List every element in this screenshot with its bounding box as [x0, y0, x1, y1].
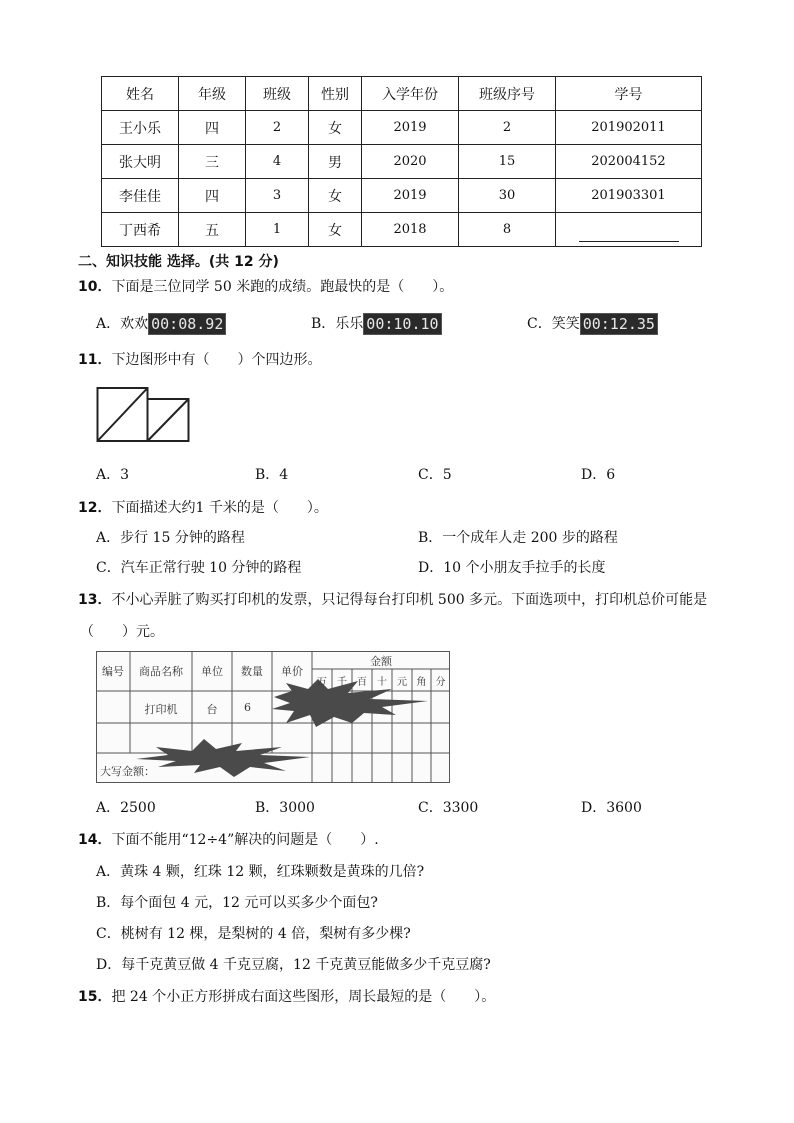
- table-row: [102, 179, 702, 213]
- table-row: [102, 145, 702, 179]
- invoice-item-name: 打印机: [144, 703, 178, 716]
- cell: 李佳佳: [102, 179, 179, 213]
- q11-option-b[interactable]: B．4: [255, 467, 289, 483]
- cell: 五: [179, 213, 246, 247]
- amount-unit: 元: [397, 677, 407, 688]
- invoice-header-unit: 单位: [201, 665, 223, 678]
- invoice-image: [96, 651, 450, 783]
- cell: 8: [459, 213, 556, 247]
- q10-option-a[interactable]: [96, 313, 226, 335]
- cell: 15: [459, 145, 556, 179]
- question-text: 不小心弄脏了购买打印机的发票，只记得每台打印机 500 多元。下面选项中，打印机总价可能是: [111, 592, 708, 608]
- cell: 2019: [362, 111, 459, 145]
- q14-option-a[interactable]: A．黄珠 4 颗，红珠 12 颗，红珠颗数是黄珠的几倍?: [96, 864, 425, 880]
- cell: 张大明: [102, 145, 179, 179]
- header-gender: 性别: [309, 77, 362, 111]
- invoice-header-item: 商品名称: [139, 665, 183, 678]
- cell: 1: [246, 213, 309, 247]
- q11-option-d[interactable]: D．6: [581, 467, 616, 483]
- invoice-header-price: 单价: [281, 665, 303, 678]
- cell: 三: [179, 145, 246, 179]
- q13-option-c[interactable]: C．3300: [418, 800, 479, 816]
- question-text: 下面描述大约1 千米的是（ ）。: [111, 500, 328, 516]
- amount-unit: 万: [317, 677, 327, 688]
- option-label: A．欢欢: [96, 316, 149, 332]
- answer-blank[interactable]: [579, 227, 679, 242]
- q14-option-d[interactable]: D．每千克黄豆做 4 千克豆腐，12 千克黄豆能做多少千克豆腐?: [96, 957, 491, 973]
- q13-option-d[interactable]: D．3600: [581, 800, 642, 816]
- header-class: 班级: [246, 77, 309, 111]
- cell: 男: [309, 145, 362, 179]
- invoice-item-qty: 6: [244, 701, 251, 714]
- table-row: [102, 111, 702, 145]
- option-label: B．乐乐: [311, 316, 364, 332]
- invoice-total-label: 大写金额：: [100, 765, 155, 778]
- question-13: [78, 589, 728, 609]
- cell: 四: [179, 179, 246, 213]
- cell: 四: [179, 111, 246, 145]
- header-name: 姓名: [102, 77, 179, 111]
- cell: 2: [459, 111, 556, 145]
- amount-unit: 百: [357, 677, 367, 688]
- invoice-header-qty: 数量: [241, 665, 263, 678]
- cell: 王小乐: [102, 111, 179, 145]
- question-number: 15．: [78, 989, 112, 1005]
- q11-option-c[interactable]: C．5: [418, 467, 452, 483]
- cell: 2: [246, 111, 309, 145]
- cell: 202004152: [556, 145, 702, 179]
- question-13-line2: （ ）元。: [80, 624, 164, 640]
- table-header-row: [102, 77, 702, 111]
- cell: 4: [246, 145, 309, 179]
- question-10: [78, 276, 453, 296]
- header-id: 学号: [556, 77, 702, 111]
- amount-unit: 分: [435, 677, 446, 688]
- cell: 3: [246, 179, 309, 213]
- q12-option-c[interactable]: C．汽车正常行驶 10 分钟的路程: [96, 560, 302, 576]
- q12-option-d[interactable]: D．10 个小朋友手拉手的长度: [418, 560, 606, 576]
- q10-option-b[interactable]: [311, 313, 442, 335]
- q12-option-a[interactable]: A．步行 15 分钟的路程: [96, 530, 245, 546]
- invoice-item-unit: 台: [206, 703, 218, 716]
- question-number: 12．: [78, 500, 112, 516]
- question-text: 下面是三位同学 50 米跑的成绩。跑最快的是（ ）。: [111, 279, 454, 295]
- q11-option-a[interactable]: A．3: [96, 467, 130, 483]
- quadrilateral-figure: [96, 386, 192, 444]
- question-text: 下面不能用“12÷4”解决的问题是（ ）.: [111, 832, 379, 848]
- question-number: 10．: [78, 279, 112, 295]
- stopwatch-display: 00:10.10: [363, 313, 441, 335]
- header-seat: 班级序号: [459, 77, 556, 111]
- amount-unit: 千: [337, 677, 347, 688]
- q13-option-b[interactable]: B．3000: [255, 800, 315, 816]
- cell: 女: [309, 179, 362, 213]
- cell: 2019: [362, 179, 459, 213]
- q12-option-b[interactable]: B．一个成年人走 200 步的路程: [418, 530, 618, 546]
- q14-option-c[interactable]: C．桃树有 12 棵，是梨树的 4 倍，梨树有多少棵?: [96, 926, 411, 942]
- stopwatch-display: 00:08.92: [148, 313, 226, 335]
- answer-blank-cell[interactable]: [556, 213, 702, 247]
- cell: 女: [309, 213, 362, 247]
- section-title: 二、知识技能 选择。(共 12 分): [78, 254, 279, 270]
- cell: 女: [309, 111, 362, 145]
- option-label: C．笑笑: [527, 316, 580, 332]
- question-text: 下边图形中有（ ）个四边形。: [111, 352, 322, 368]
- cell: 201903301: [556, 179, 702, 213]
- invoice-header-amount: 金额: [370, 655, 392, 668]
- q10-option-c[interactable]: [527, 313, 658, 335]
- question-12: [78, 497, 328, 517]
- cell: 201902011: [556, 111, 702, 145]
- invoice-header-no: 编号: [102, 665, 124, 678]
- cell: 丁西希: [102, 213, 179, 247]
- cell: 30: [459, 179, 556, 213]
- amount-unit: 角: [416, 677, 427, 688]
- q13-option-a[interactable]: A．2500: [96, 800, 156, 816]
- amount-unit: 十: [377, 677, 387, 688]
- question-number: 14．: [78, 832, 112, 848]
- stopwatch-display: 00:12.35: [580, 313, 658, 335]
- question-text: 把 24 个小正方形拼成右面这些图形，周长最短的是（ ）。: [111, 989, 496, 1005]
- question-15: [78, 986, 495, 1006]
- question-number: 11．: [78, 352, 112, 368]
- header-grade: 年级: [179, 77, 246, 111]
- table-row: [102, 213, 702, 247]
- cell: 2018: [362, 213, 459, 247]
- question-11: [78, 349, 321, 369]
- q14-option-b[interactable]: B．每个面包 4 元，12 元可以买多少个面包?: [96, 895, 378, 911]
- cell: 2020: [362, 145, 459, 179]
- header-year: 入学年份: [362, 77, 459, 111]
- student-info-table: [101, 76, 702, 247]
- question-number: 13．: [78, 592, 112, 608]
- question-14: [78, 829, 379, 849]
